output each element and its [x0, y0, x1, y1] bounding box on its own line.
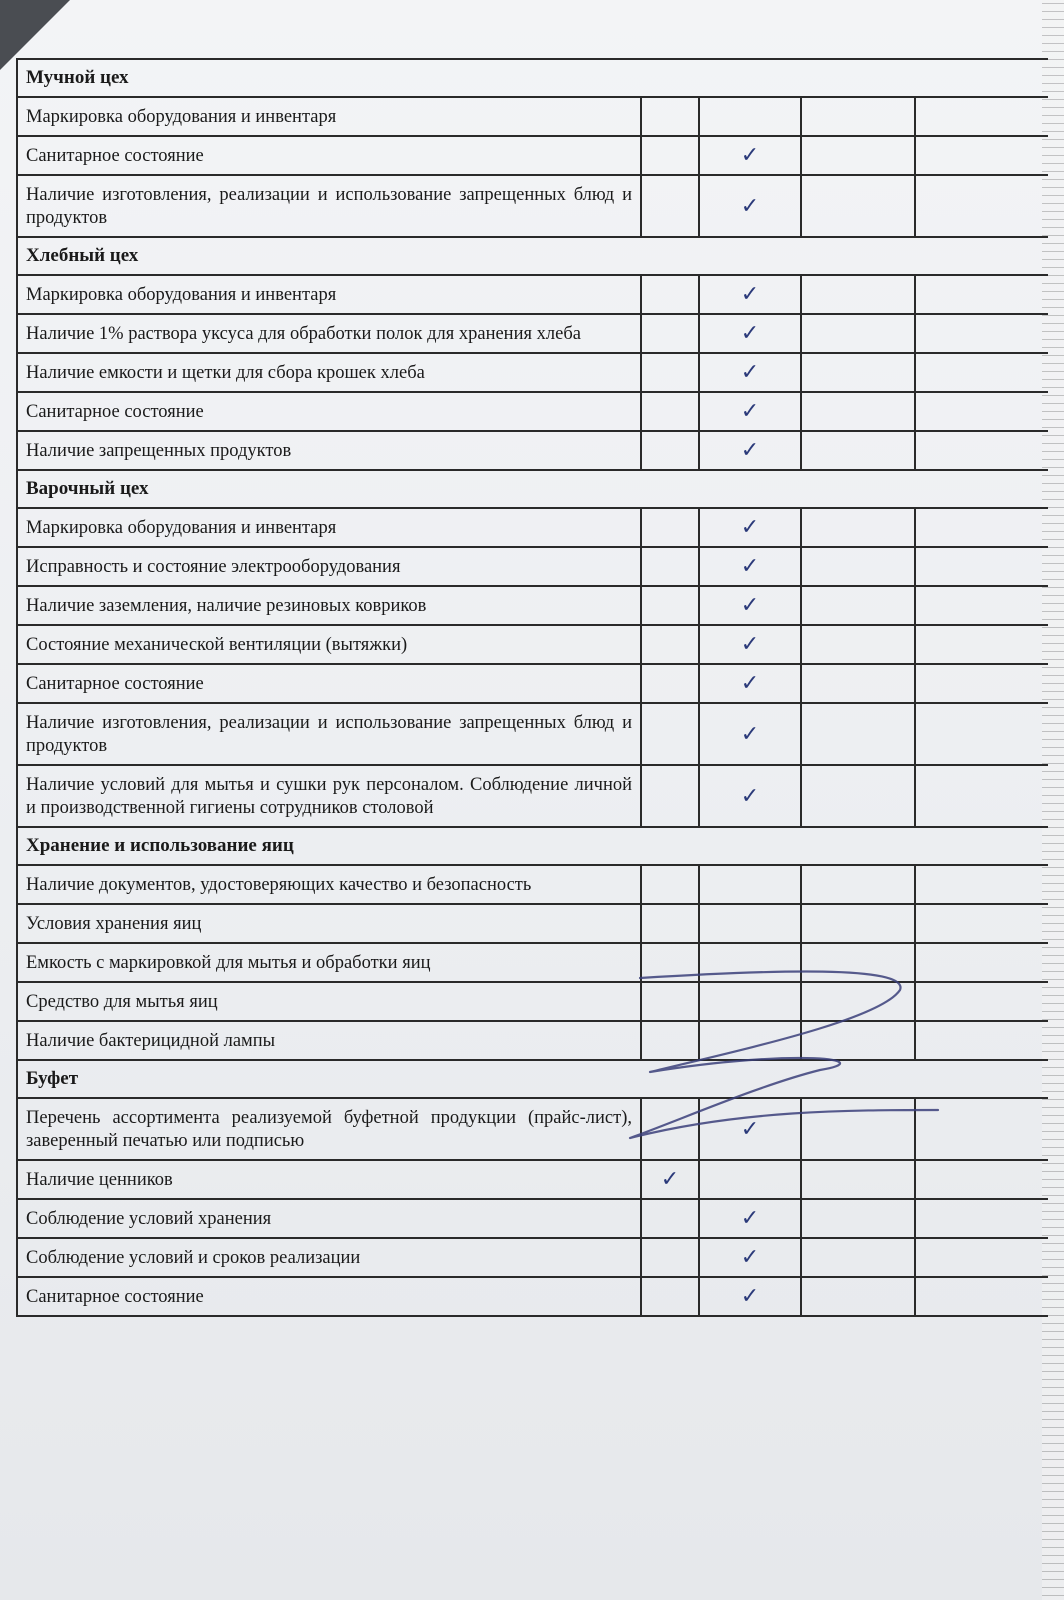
- row-label: Наличие емкости и щетки для сбора крошек хлеба: [18, 354, 642, 391]
- empty-cell: [916, 665, 1048, 702]
- empty-cell: [802, 587, 916, 624]
- row-label: Маркировка оборудования и инвентаря: [18, 276, 642, 313]
- row-label: Состояние механической вентиляции (вытяжки): [18, 626, 642, 663]
- empty-cell: [916, 548, 1048, 585]
- row-label: Санитарное состояние: [18, 665, 642, 702]
- table-row: [18, 1200, 1048, 1239]
- table-row: [18, 98, 1048, 137]
- table-row: [18, 866, 1048, 905]
- row-label: Маркировка оборудования и инвентаря: [18, 509, 642, 546]
- table-row: [18, 587, 1048, 626]
- empty-cell: [916, 509, 1048, 546]
- empty-cell: [916, 315, 1048, 352]
- empty-cell: [700, 944, 802, 981]
- empty-cell: [916, 432, 1048, 469]
- table-row: [18, 176, 1048, 238]
- empty-cell: [916, 393, 1048, 430]
- table-row: [18, 944, 1048, 983]
- empty-cell: [802, 905, 916, 942]
- empty-cell: [916, 587, 1048, 624]
- empty-cell: [916, 944, 1048, 981]
- empty-cell: [700, 98, 802, 135]
- empty-cell: [642, 905, 700, 942]
- check-mark-icon: ✓: [700, 509, 802, 546]
- empty-cell: [700, 866, 802, 903]
- empty-cell: [802, 1278, 916, 1315]
- empty-cell: [642, 1239, 700, 1276]
- empty-cell: [700, 1161, 802, 1198]
- empty-cell: [916, 98, 1048, 135]
- empty-cell: [916, 276, 1048, 313]
- row-label: Наличие заземления, наличие резиновых ковриков: [18, 587, 642, 624]
- table-row: [18, 905, 1048, 944]
- table-row: [18, 1239, 1048, 1278]
- check-mark-icon: ✓: [700, 315, 802, 352]
- table-row: [18, 548, 1048, 587]
- empty-cell: [642, 587, 700, 624]
- empty-cell: [642, 866, 700, 903]
- empty-cell: [700, 983, 802, 1020]
- table-row: [18, 626, 1048, 665]
- empty-cell: [642, 98, 700, 135]
- check-mark-icon: ✓: [700, 432, 802, 469]
- row-label: Санитарное состояние: [18, 1278, 642, 1315]
- empty-cell: [802, 315, 916, 352]
- check-mark-icon: ✓: [700, 393, 802, 430]
- check-mark-icon: ✓: [642, 1161, 700, 1198]
- empty-cell: [916, 766, 1048, 826]
- empty-cell: [642, 176, 700, 236]
- empty-cell: [642, 354, 700, 391]
- row-label: Перечень ассортимента реализуемой буфетной продукции (прайс-лист), заверенный печатью или подписью: [18, 1099, 642, 1159]
- empty-cell: [802, 626, 916, 663]
- empty-cell: [642, 1022, 700, 1059]
- empty-cell: [802, 176, 916, 236]
- empty-cell: [802, 1099, 916, 1159]
- table-row: [18, 983, 1048, 1022]
- checklist-table: [16, 58, 1048, 1317]
- empty-cell: [802, 548, 916, 585]
- row-label: Условия хранения яиц: [18, 905, 642, 942]
- row-label: Наличие ценников: [18, 1161, 642, 1198]
- empty-cell: [802, 944, 916, 981]
- table-row: [18, 766, 1048, 828]
- empty-cell: [642, 983, 700, 1020]
- table-row: [18, 432, 1048, 471]
- empty-cell: [700, 905, 802, 942]
- empty-cell: [642, 704, 700, 764]
- empty-cell: [642, 315, 700, 352]
- empty-cell: [802, 276, 916, 313]
- empty-cell: [916, 1099, 1048, 1159]
- empty-cell: [802, 1239, 916, 1276]
- table-row: [18, 315, 1048, 354]
- empty-cell: [802, 866, 916, 903]
- empty-cell: [642, 432, 700, 469]
- row-label: Наличие условий для мытья и сушки рук персоналом. Соблюдение личной и производственной гигиены сотрудников столовой: [18, 766, 642, 826]
- empty-cell: [916, 704, 1048, 764]
- empty-cell: [916, 354, 1048, 391]
- empty-cell: [802, 432, 916, 469]
- table-row: [18, 1161, 1048, 1200]
- empty-cell: [802, 1200, 916, 1237]
- empty-cell: [916, 137, 1048, 174]
- table-row: [18, 276, 1048, 315]
- empty-cell: [700, 1022, 802, 1059]
- empty-cell: [642, 1278, 700, 1315]
- empty-cell: [642, 1099, 700, 1159]
- table-row: [18, 1099, 1048, 1161]
- empty-cell: [802, 704, 916, 764]
- empty-cell: [802, 1022, 916, 1059]
- check-mark-icon: ✓: [700, 1239, 802, 1276]
- empty-cell: [802, 98, 916, 135]
- empty-cell: [916, 1022, 1048, 1059]
- empty-cell: [642, 276, 700, 313]
- check-mark-icon: ✓: [700, 1200, 802, 1237]
- check-mark-icon: ✓: [700, 1278, 802, 1315]
- empty-cell: [802, 509, 916, 546]
- row-label: Емкость с маркировкой для мытья и обработки яиц: [18, 944, 642, 981]
- empty-cell: [802, 137, 916, 174]
- empty-cell: [802, 393, 916, 430]
- check-mark-icon: ✓: [700, 276, 802, 313]
- row-label: Наличие изготовления, реализации и использование запрещенных блюд и продуктов: [18, 176, 642, 236]
- empty-cell: [802, 665, 916, 702]
- empty-cell: [916, 176, 1048, 236]
- empty-cell: [642, 766, 700, 826]
- empty-cell: [916, 1239, 1048, 1276]
- row-label: Средство для мытья яиц: [18, 983, 642, 1020]
- empty-cell: [642, 509, 700, 546]
- row-label: Наличие бактерицидной лампы: [18, 1022, 642, 1059]
- empty-cell: [642, 393, 700, 430]
- row-label: Наличие документов, удостоверяющих качество и безопасность: [18, 866, 642, 903]
- table-row: [18, 354, 1048, 393]
- section-title: Варочный цех: [18, 471, 1048, 509]
- empty-cell: [916, 983, 1048, 1020]
- empty-cell: [642, 665, 700, 702]
- check-mark-icon: ✓: [700, 1099, 802, 1159]
- row-label: Наличие 1% раствора уксуса для обработки полок для хранения хлеба: [18, 315, 642, 352]
- check-mark-icon: ✓: [700, 354, 802, 391]
- empty-cell: [642, 137, 700, 174]
- empty-cell: [916, 1161, 1048, 1198]
- table-row: [18, 665, 1048, 704]
- table-row: [18, 393, 1048, 432]
- check-mark-icon: ✓: [700, 626, 802, 663]
- empty-cell: [802, 983, 916, 1020]
- section-title: Мучной цех: [18, 60, 1048, 98]
- section-title: Хранение и использование яиц: [18, 828, 1048, 866]
- section-title: Хлебный цех: [18, 238, 1048, 276]
- empty-cell: [802, 1161, 916, 1198]
- empty-cell: [802, 766, 916, 826]
- empty-cell: [916, 1200, 1048, 1237]
- row-label: Санитарное состояние: [18, 393, 642, 430]
- section-title: Буфет: [18, 1061, 1048, 1099]
- row-label: Маркировка оборудования и инвентаря: [18, 98, 642, 135]
- check-mark-icon: ✓: [700, 587, 802, 624]
- empty-cell: [916, 905, 1048, 942]
- check-mark-icon: ✓: [700, 766, 802, 826]
- check-mark-icon: ✓: [700, 704, 802, 764]
- check-mark-icon: ✓: [700, 176, 802, 236]
- table-row: [18, 1278, 1048, 1317]
- empty-cell: [802, 354, 916, 391]
- row-label: Санитарное состояние: [18, 137, 642, 174]
- table-row: [18, 137, 1048, 176]
- empty-cell: [916, 626, 1048, 663]
- row-label: Соблюдение условий и сроков реализации: [18, 1239, 642, 1276]
- table-row: [18, 509, 1048, 548]
- row-label: Исправность и состояние электрооборудования: [18, 548, 642, 585]
- empty-cell: [642, 944, 700, 981]
- row-label: Соблюдение условий хранения: [18, 1200, 642, 1237]
- empty-cell: [642, 626, 700, 663]
- check-mark-icon: ✓: [700, 665, 802, 702]
- check-mark-icon: ✓: [700, 137, 802, 174]
- empty-cell: [642, 548, 700, 585]
- row-label: Наличие изготовления, реализации и использование запрещенных блюд и продуктов: [18, 704, 642, 764]
- empty-cell: [916, 866, 1048, 903]
- row-label: Наличие запрещенных продуктов: [18, 432, 642, 469]
- table-row: [18, 704, 1048, 766]
- table-row: [18, 1022, 1048, 1061]
- check-mark-icon: ✓: [700, 548, 802, 585]
- empty-cell: [642, 1200, 700, 1237]
- empty-cell: [916, 1278, 1048, 1315]
